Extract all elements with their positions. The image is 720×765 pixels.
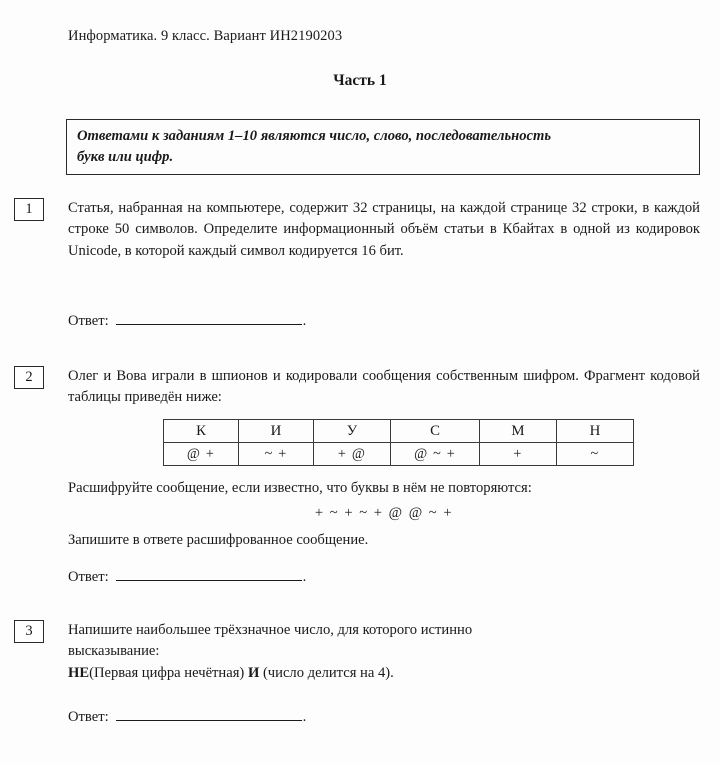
cell-letter-5: Н	[557, 420, 634, 443]
answer-blank-1[interactable]	[116, 312, 302, 325]
answer-row-task-2	[68, 568, 306, 586]
cell-code-3: @ ~ +	[391, 443, 480, 466]
task-3-line-1: Напишите наибольшее трёхзначное число, для которого истинно	[68, 622, 473, 638]
cell-code-4: +	[480, 443, 557, 466]
task-2-closing: Запишите в ответе расшифрованное сообщение.	[68, 532, 369, 548]
answer-label-2: Ответ:	[68, 569, 109, 585]
cell-code-5: ~	[557, 443, 634, 466]
document-header: Информатика. 9 класс. Вариант ИН2190203	[68, 28, 343, 44]
answer-row-task-1	[68, 312, 306, 330]
table-row-letters	[164, 420, 634, 443]
task-3-number: 3	[14, 620, 44, 643]
answer-period-2: .	[302, 569, 307, 585]
answer-label-1: Ответ:	[68, 313, 109, 329]
task-1-number: 1	[14, 198, 44, 221]
cell-code-0: @ +	[164, 443, 239, 466]
answer-period-1: .	[302, 313, 307, 329]
cell-letter-2: У	[314, 420, 391, 443]
task-3-statement	[68, 663, 700, 684]
cipher-code-table	[163, 419, 634, 466]
cell-letter-4: М	[480, 420, 557, 443]
cipher-message: + ~ + ~ + @ @ ~ +	[314, 505, 454, 521]
task-3-text	[68, 620, 700, 684]
table-row-codes	[164, 443, 634, 466]
cell-letter-3: С	[391, 420, 480, 443]
cell-letter-0: К	[164, 420, 239, 443]
statement-part-2: (число делится на 4).	[259, 664, 394, 681]
answer-blank-3[interactable]	[116, 708, 302, 721]
logic-operator-and: И	[247, 664, 260, 681]
logic-operator-not: НЕ	[68, 664, 90, 681]
statement-part-1: (Первая цифра нечётная)	[89, 664, 248, 681]
cell-letter-1: И	[239, 420, 314, 443]
answer-label-3: Ответ:	[68, 709, 109, 725]
task-2-number: 2	[14, 366, 44, 389]
cell-code-2: + @	[314, 443, 391, 466]
instruction-line-1: Ответами к заданиям 1–10 являются число, слово, последовательность	[77, 128, 552, 144]
task-2-prompt: Расшифруйте сообщение, если известно, что буквы в нём не повторяются:	[68, 480, 532, 496]
task-2-intro: Олег и Вова играли в шпионов и кодировали сообщения собственным шифром. Фрагмент кодовой таблицы приведён ниже:	[68, 368, 700, 406]
answer-period-3: .	[302, 709, 307, 725]
task-3-line-2: высказывание:	[68, 643, 160, 660]
answer-row-task-3	[68, 708, 306, 726]
part-title: Часть 1	[333, 72, 387, 89]
instruction-box	[66, 119, 700, 175]
task-1-text: Статья, набранная на компьютере, содержит 32 страницы, на каждой странице 32 строки, в каждой строке 50 символов. Определите информационный объём статьи в Кбайтах в одной из кодировок Unicode, в которой каждый символ кодируется 16 бит.	[68, 200, 700, 259]
cell-code-1: ~ +	[239, 443, 314, 466]
answer-blank-2[interactable]	[116, 568, 302, 581]
instruction-line-2: букв или цифр.	[77, 148, 174, 165]
